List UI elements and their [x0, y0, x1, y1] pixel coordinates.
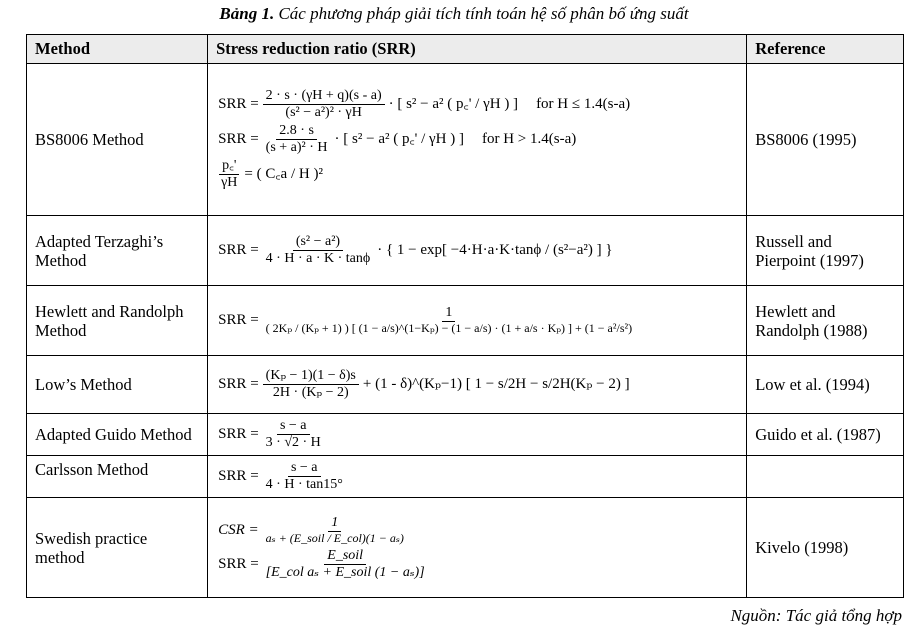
formula-cell: [208, 286, 747, 356]
header-reference: Reference: [747, 35, 904, 64]
formula-swedish-1: CSR = $\frac{1}{\text{aₛ + (E\_soil / E\_col)(1 − aₛ)}}$: [218, 514, 404, 545]
formula-bs8006-3: $\frac{p꜀'}{\gamma H}$ = ( C꜀a / H )²: [218, 158, 736, 191]
formula-carlsson: SRR = $\frac{s - a}{4 \cdot H \cdot \tan 15^\circ}$: [218, 460, 343, 493]
method-cell: Swedish practice method: [27, 498, 208, 598]
table-row: [27, 498, 904, 598]
table-row: [27, 216, 904, 286]
header-srr: Stress reduction ratio (SRR): [208, 35, 747, 64]
table-row: [27, 456, 904, 498]
formula-cell: [208, 498, 747, 598]
reference-cell: Low et al. (1994): [747, 356, 904, 414]
table-row: [27, 356, 904, 414]
caption-label: Bảng 1.: [219, 4, 275, 23]
reference-cell: Kivelo (1998): [747, 498, 904, 598]
table-caption: [0, 4, 908, 24]
formula-cell: [208, 456, 747, 498]
caption-text: Các phương pháp giải tích tính toán hệ số phân bố ứng suất: [278, 4, 689, 23]
formula-cell: [208, 356, 747, 414]
table-row: [27, 414, 904, 456]
method-cell: Hewlett and Randolph Method: [27, 286, 208, 356]
method-cell: Adapted Terzaghi’s Method: [27, 216, 208, 286]
header-method: Method: [27, 35, 208, 64]
header-row: [27, 35, 904, 64]
table-row: [27, 286, 904, 356]
reference-cell: [747, 456, 904, 498]
formula-bs8006-1: SRR = $\frac{2 \cdot s \cdot (\gamma H + q)(s - a)}{\text{(s² − a²)² · γH}}$ · [ s² − a² ( p꜀' / γH ) ] for H ≤ 1.4(s-a): [218, 87, 631, 120]
reference-cell: Guido et al. (1987): [747, 414, 904, 456]
method-cell: Carlsson Method: [27, 456, 208, 498]
formula-cell: [208, 414, 747, 456]
formula-hewlett: SRR = 1 ( 2Kₚ / (Kₚ + 1) ) [ (1 − a/s)^(1−Kₚ) − (1 − a/s) · (1 + a/s · Kₚ) ] + (1 − a²/s²): [218, 305, 633, 336]
formula-guido: SRR = $\frac{s - a}{3 \cdot √2 \cdot H}$: [218, 418, 321, 451]
formula-bs8006-2: SRR = $\frac{2.8 \cdot s}{\text{(s + a)² · H}}$ · [ s² − a² ( p꜀' / γH ) ] for H > 1.4(s-a): [218, 122, 577, 155]
method-cell: BS8006 Method: [27, 64, 208, 216]
srr-table: [26, 34, 904, 598]
reference-cell: Hewlett and Randolph (1988): [747, 286, 904, 356]
formula-low: SRR = $\frac{\text{(Kₚ − 1)(1 − δ)s}}{\text{2H · (Kₚ − 2)}}$ + (1 - δ)^(Kₚ−1) [ 1 − s/2H − s/2H(Kₚ − 2) ]: [218, 367, 630, 400]
formula-terzaghi: SRR = $\frac{\text{(s² − a²)}}{4 \cdot H \cdot a \cdot K \cdot \tan\phi}$ · { 1 − exp[ −4·H·a·K·tanϕ / (s²−a²) ] }: [218, 233, 613, 266]
formula-swedish-2: SRR = $\frac{\text{E\_soil}}{\text{[E\_col aₛ + E\_soil (1 − aₛ)]}}$: [218, 547, 425, 580]
formula-cell: [208, 64, 747, 216]
formula-cell: [208, 216, 747, 286]
method-cell: Low’s Method: [27, 356, 208, 414]
reference-cell: BS8006 (1995): [747, 64, 904, 216]
reference-cell: Russell and Pierpoint (1997): [747, 216, 904, 286]
source-note: Nguồn: Tác giả tổng hợp: [730, 606, 902, 625]
table-row: [27, 64, 904, 216]
method-cell: Adapted Guido Method: [27, 414, 208, 456]
